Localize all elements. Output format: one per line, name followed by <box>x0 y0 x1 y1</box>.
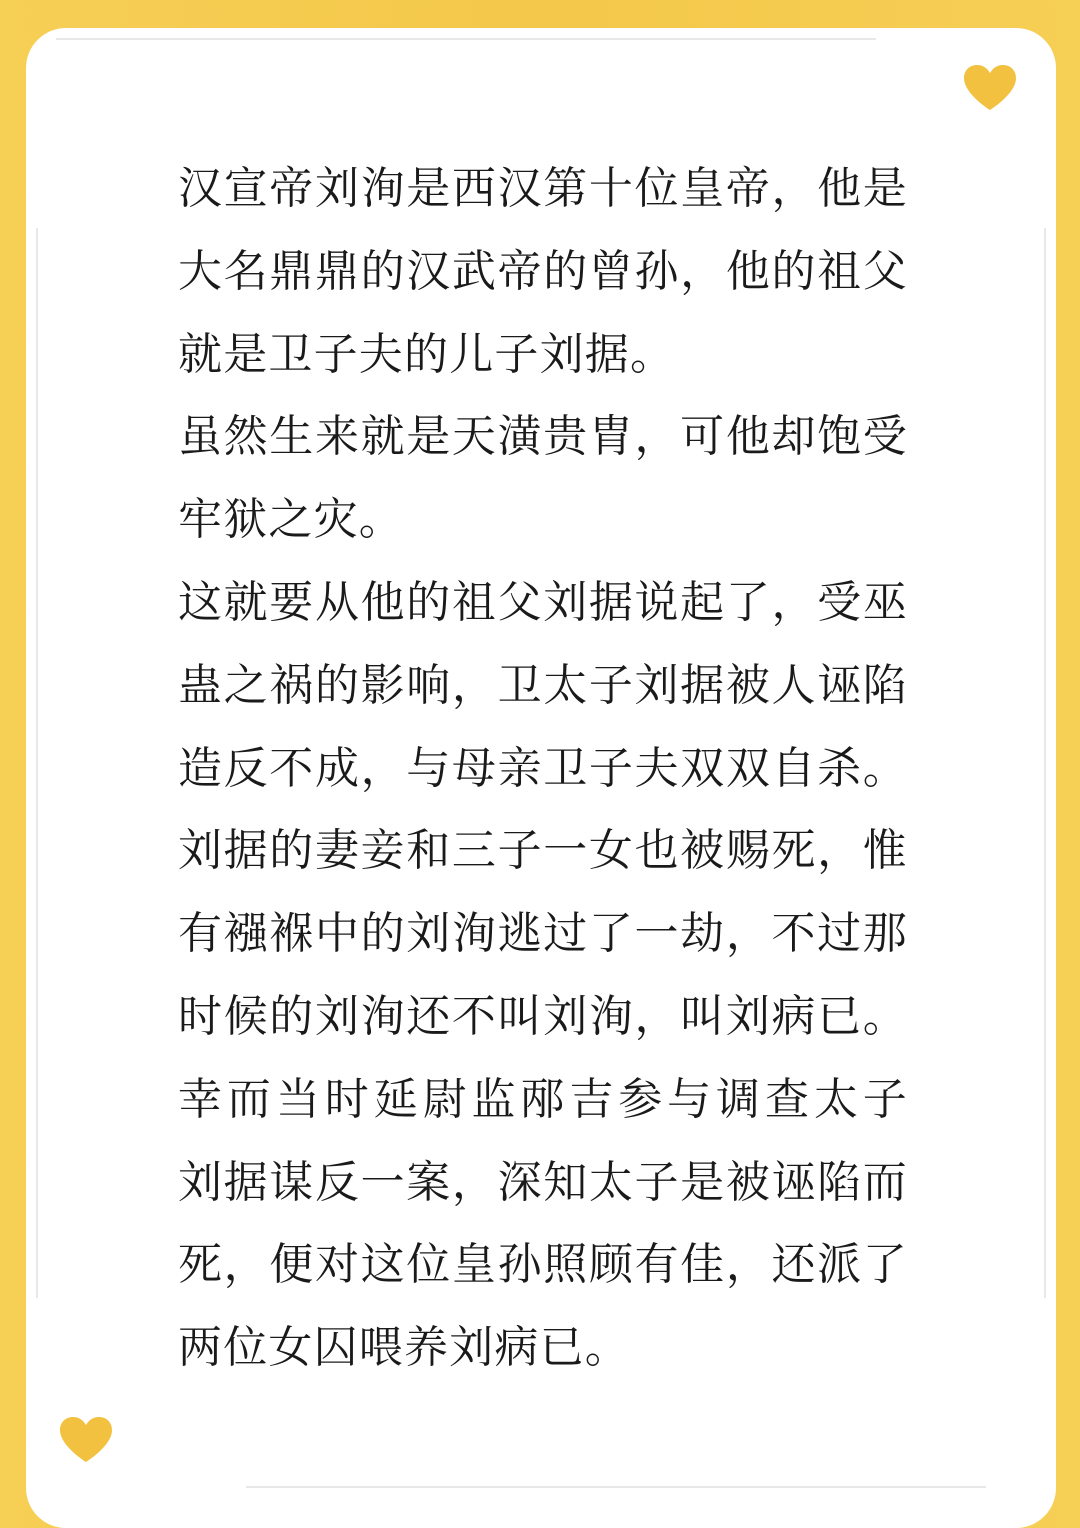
text-line: 刘据谋反一案，深知太子是被诬陷而 <box>178 1156 908 1208</box>
text-line: 死，便对这位皇孙照顾有佳，还派了 <box>178 1239 908 1291</box>
article-body <box>178 148 918 1390</box>
text-line: 刘据的妻妾和三子一女也被赐死，惟 <box>178 825 908 877</box>
text-line: 虽然生来就是天潢贵胄，可他却饱受 <box>178 411 908 463</box>
text-line: 蛊之祸的影响，卫太子刘据被人诬陷 <box>178 659 908 711</box>
text-line: 牢狱之灾。 <box>178 494 404 546</box>
text-line: 时候的刘洵还不叫刘洵，叫刘病已。 <box>178 990 908 1042</box>
heart-icon <box>58 1416 114 1464</box>
frame-line-bottom <box>246 1486 986 1488</box>
frame-line-left <box>36 228 38 1298</box>
text-line: 造反不成，与母亲卫子夫双双自杀。 <box>178 742 908 794</box>
frame-line-right <box>1044 228 1046 1298</box>
text-line: 这就要从他的祖父刘据说起了，受巫 <box>178 576 908 628</box>
text-line: 汉宣帝刘洵是西汉第十位皇帝，他是 <box>178 163 908 214</box>
text-line: 大名鼎鼎的汉武帝的曾孙，他的祖父 <box>178 245 908 297</box>
frame-line-top <box>56 38 876 40</box>
article-card <box>26 28 1056 1528</box>
text-line: 有襁褓中的刘洵逃过了一劫，不过那 <box>178 908 908 960</box>
text-line: 就是卫子夫的儿子刘据。 <box>178 328 676 380</box>
heart-icon <box>962 64 1018 112</box>
text-line: 两位女囚喂养刘病已。 <box>178 1322 630 1374</box>
text-line: 幸而当时延尉监邴吉参与调查太子 <box>178 1073 908 1125</box>
